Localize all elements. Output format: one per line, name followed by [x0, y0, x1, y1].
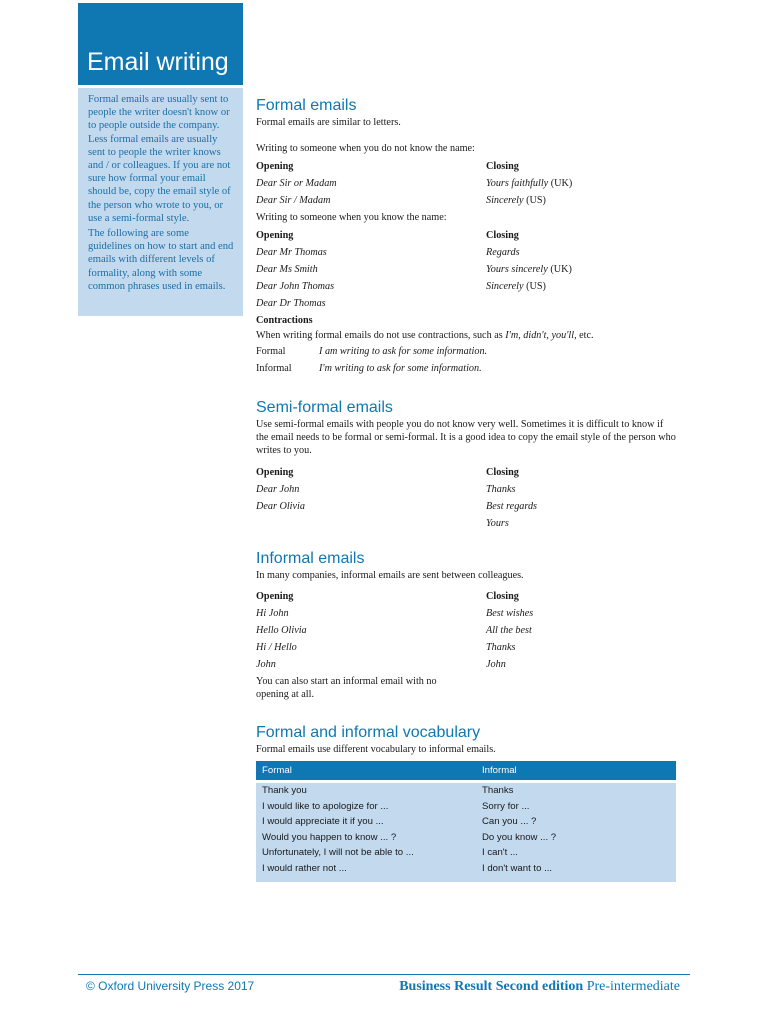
- footer-book-name: Business Result Second edition: [399, 979, 584, 994]
- main-content: [256, 96, 676, 882]
- footer-divider: [78, 974, 690, 975]
- informal-row: [256, 622, 676, 639]
- opening-phrase: Dear John: [256, 484, 300, 495]
- vocab-col-formal: Formal: [256, 761, 476, 782]
- informal-row: [256, 639, 676, 656]
- vocab-formal-cell: I would rather not ...: [256, 861, 476, 883]
- formal-example-row: [256, 343, 676, 360]
- closing-phrase: Yours faithfully: [486, 178, 549, 189]
- opening-label: Opening: [256, 591, 294, 602]
- vocab-formal-cell: Unfortunately, I will not be able to ...: [256, 845, 476, 861]
- closing-region: (UK): [548, 178, 573, 189]
- closing-region: (US): [523, 195, 546, 206]
- semi-heading: Semi-formal emails: [256, 399, 393, 416]
- page-title: Email writing: [87, 48, 229, 76]
- table-row: [256, 830, 676, 846]
- semi-row: [256, 498, 676, 515]
- opening-label: Opening: [256, 467, 294, 478]
- contractions-label-text: Contractions: [256, 315, 313, 326]
- formal-unknown-header: [256, 158, 676, 175]
- closing-label: Closing: [486, 161, 519, 172]
- opening-label: Opening: [256, 230, 294, 241]
- vocab-intro: Formal emails use different vocabulary to informal emails.: [256, 744, 496, 755]
- closing-phrase: Thanks: [486, 642, 516, 653]
- vocab-formal-cell: Thank you: [256, 782, 476, 799]
- closing-label: Closing: [486, 467, 519, 478]
- closing-phrase: Thanks: [486, 484, 516, 495]
- footer-book-level: Pre-intermediate: [583, 979, 680, 994]
- opening-phrase: Dear John Thomas: [256, 281, 335, 292]
- formal-label: Formal: [256, 346, 286, 357]
- section-semi-formal-emails: [256, 398, 676, 532]
- formal-unknown-row: [256, 175, 676, 192]
- closing-phrase: Regards: [486, 247, 520, 258]
- vocab-informal-cell: I can't ...: [476, 845, 676, 861]
- closing-phrase: Best regards: [486, 501, 538, 512]
- closing-phrase: All the best: [486, 625, 532, 636]
- contractions-sentence: When writing formal emails do not use contractions, such as: [256, 330, 506, 341]
- closing-region: (UK): [547, 264, 572, 275]
- closing-phrase: Best wishes: [486, 608, 534, 619]
- vocab-informal-cell: Can you ... ?: [476, 814, 676, 830]
- formal-unknown-intro: Writing to someone when you do not know the name:: [256, 143, 475, 154]
- closing-phrase: Yours: [486, 518, 509, 529]
- sidebar-intro: [78, 88, 243, 316]
- section-vocabulary: [256, 723, 676, 882]
- section-formal-emails: [256, 96, 676, 377]
- vocab-informal-cell: I don't want to ...: [476, 861, 676, 883]
- opening-phrase: Dear Sir or Madam: [256, 178, 337, 189]
- closing-phrase: Sincerely: [486, 195, 524, 206]
- formal-known-row: [256, 244, 676, 261]
- opening-phrase: Hi / Hello: [256, 642, 297, 653]
- contractions-label: [256, 312, 676, 329]
- formal-known-header: [256, 227, 676, 244]
- semi-row: [256, 481, 676, 498]
- opening-phrase: [256, 515, 486, 532]
- sidebar-paragraph-1: Formal emails are usually sent to people the writer doesn't know or to people outside the company. Less formal emails are usually sent to people the writer knows and / or colleagues. If you are not sure how formal your email should be, copy the email style of the person who wrote to you, or use a semi-formal style.: [88, 94, 231, 224]
- formal-known-row: [256, 278, 676, 295]
- vocab-heading: Formal and informal vocabulary: [256, 724, 481, 741]
- vocab-informal-cell: Do you know ... ?: [476, 830, 676, 846]
- vocab-formal-cell: Would you happen to know ... ?: [256, 830, 476, 846]
- opening-label: Opening: [256, 161, 294, 172]
- opening-phrase: Dear Sir / Madam: [256, 195, 331, 206]
- opening-phrase: Dear Ms Smith: [256, 264, 318, 275]
- informal-row: [256, 605, 676, 622]
- opening-phrase: Dear Mr Thomas: [256, 247, 327, 258]
- informal-label: Informal: [256, 363, 292, 374]
- informal-row: [256, 656, 676, 673]
- closing-phrase: Yours sincerely: [486, 264, 548, 275]
- formal-example: I am writing to ask for some information.: [319, 346, 488, 357]
- footer-copyright: © Oxford University Press 2017: [86, 979, 255, 993]
- formal-known-intro: Writing to someone when you know the name:: [256, 212, 447, 223]
- informal-example-row: [256, 360, 676, 377]
- table-row: [256, 845, 676, 861]
- table-row: [256, 861, 676, 883]
- vocab-table: [256, 761, 676, 882]
- informal-intro: In many companies, informal emails are sent between colleagues.: [256, 570, 524, 581]
- opening-phrase: Hi John: [256, 608, 289, 619]
- closing-region: (US): [523, 281, 546, 292]
- formal-heading: Formal emails: [256, 97, 357, 114]
- section-informal-emails: [256, 549, 676, 701]
- contractions-end: , etc.: [574, 330, 594, 341]
- contractions-text: [256, 329, 676, 342]
- vocab-col-informal: Informal: [476, 761, 676, 782]
- closing-label: Closing: [486, 230, 519, 241]
- vocab-formal-cell: I would like to apologize for ...: [256, 799, 476, 815]
- vocab-informal-cell: Sorry for ...: [476, 799, 676, 815]
- footer-book-title: [399, 979, 680, 995]
- opening-phrase: Hello Olivia: [256, 625, 307, 636]
- formal-known-row: [256, 261, 676, 278]
- table-row: [256, 782, 676, 799]
- formal-intro: Formal emails are similar to letters.: [256, 117, 401, 128]
- informal-note: You can also start an informal email with no opening at all.: [256, 676, 437, 700]
- table-row: [256, 814, 676, 830]
- informal-heading: Informal emails: [256, 550, 365, 567]
- closing-phrase: John: [486, 659, 506, 670]
- contractions-examples: I'm, didn't, you'll: [505, 330, 575, 341]
- sidebar-paragraph-2: The following are some guidelines on how to start and end emails with different levels of formality, along with some common phrases used in emails.: [88, 228, 234, 292]
- semi-intro: Use semi-formal emails with people you do not know very well. Sometimes it is difficult to know if the email needs to be formal or semi-formal. It is a good idea to copy the email style of the person who writes to you.: [256, 419, 676, 456]
- closing-label: Closing: [486, 591, 519, 602]
- formal-unknown-row: [256, 192, 676, 209]
- semi-row: [256, 515, 676, 532]
- vocab-informal-cell: Thanks: [476, 782, 676, 799]
- opening-phrase: Dear Dr Thomas: [256, 298, 326, 309]
- page-title-box: [78, 3, 243, 85]
- semi-header: [256, 464, 676, 481]
- formal-known-row: [256, 295, 676, 312]
- informal-example: I'm writing to ask for some information.: [319, 363, 482, 374]
- table-row: [256, 799, 676, 815]
- informal-header: [256, 588, 676, 605]
- vocab-header-row: [256, 761, 676, 782]
- opening-phrase: Dear Olivia: [256, 501, 305, 512]
- opening-phrase: John: [256, 659, 276, 670]
- closing-phrase: Sincerely: [486, 281, 524, 292]
- vocab-formal-cell: I would appreciate it if you ...: [256, 814, 476, 830]
